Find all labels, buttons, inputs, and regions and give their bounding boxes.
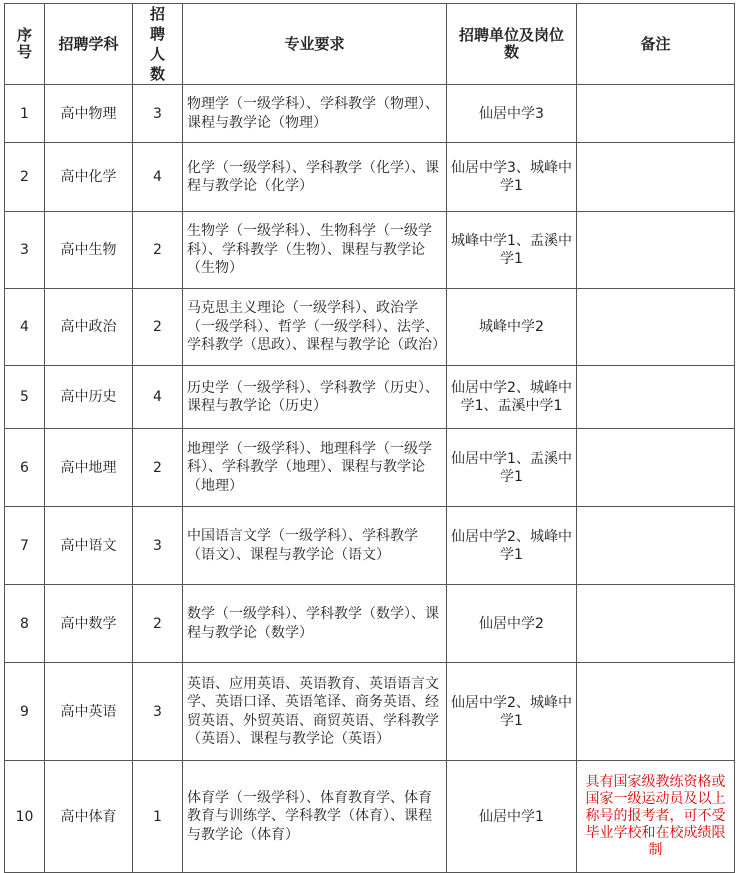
row-subject: 高中物理 xyxy=(45,85,133,143)
row-no: 1 xyxy=(5,85,45,143)
header-unit: 招聘单位及岗位数 xyxy=(447,4,577,85)
row-remark-note: 具有国家级教练资格或国家一级运动员及以上称号的报考者，可不受毕业学校和在校成绩限制 xyxy=(577,761,735,873)
row-subject: 高中生物 xyxy=(45,212,133,289)
row-count: 1 xyxy=(133,761,183,873)
row-unit: 仙居中学3、城峰中学1 xyxy=(447,143,577,212)
table-row xyxy=(5,585,735,663)
row-major: 化学（一级学科）、学科教学（化学）、课程与教学论（化学） xyxy=(183,143,447,212)
row-unit: 仙居中学2、城峰中学1 xyxy=(447,507,577,585)
row-no: 2 xyxy=(5,143,45,212)
row-remark xyxy=(577,429,735,507)
row-major: 历史学（一级学科）、学科教学（历史）、课程与教学论（历史） xyxy=(183,366,447,429)
row-unit: 仙居中学2、城峰中学1 xyxy=(447,663,577,761)
row-count: 2 xyxy=(133,585,183,663)
header-row xyxy=(5,4,735,85)
row-remark xyxy=(577,289,735,366)
table-row xyxy=(5,663,735,761)
row-count: 3 xyxy=(133,507,183,585)
header-major: 专业要求 xyxy=(183,4,447,85)
row-no: 9 xyxy=(5,663,45,761)
row-remark xyxy=(577,143,735,212)
row-major: 生物学（一级学科）、生物科学（一级学科）、学科教学（生物）、课程与教学论（生物） xyxy=(183,212,447,289)
row-subject: 高中政治 xyxy=(45,289,133,366)
row-remark xyxy=(577,212,735,289)
row-subject: 高中数学 xyxy=(45,585,133,663)
row-major: 物理学（一级学科）、学科教学（物理）、课程与教学论（物理） xyxy=(183,85,447,143)
row-no: 8 xyxy=(5,585,45,663)
table-row xyxy=(5,85,735,143)
row-count: 3 xyxy=(133,85,183,143)
row-remark xyxy=(577,366,735,429)
row-no: 3 xyxy=(5,212,45,289)
row-unit: 城峰中学2 xyxy=(447,289,577,366)
row-no: 6 xyxy=(5,429,45,507)
header-no: 序号 xyxy=(5,4,45,85)
row-major: 中国语言文学（一级学科）、学科教学（语文）、课程与教学论（语文） xyxy=(183,507,447,585)
row-remark xyxy=(577,663,735,761)
row-count: 2 xyxy=(133,212,183,289)
table-row xyxy=(5,366,735,429)
row-count: 2 xyxy=(133,429,183,507)
table-row xyxy=(5,212,735,289)
table-row xyxy=(5,429,735,507)
row-major: 英语、应用英语、英语教育、英语语言文学、英语口译、英语笔译、商务英语、经贸英语、外贸英语、商贸英语、学科教学（英语）、课程与教学论（英语） xyxy=(183,663,447,761)
table-row xyxy=(5,289,735,366)
row-unit: 仙居中学2 xyxy=(447,585,577,663)
row-subject: 高中地理 xyxy=(45,429,133,507)
table-row xyxy=(5,761,735,873)
row-count: 4 xyxy=(133,366,183,429)
row-remark xyxy=(577,507,735,585)
row-major: 体育学（一级学科）、体育教育学、体育教育与训练学、学科教学（体育）、课程与教学论（体育） xyxy=(183,761,447,873)
row-remark xyxy=(577,85,735,143)
row-count: 4 xyxy=(133,143,183,212)
row-no: 4 xyxy=(5,289,45,366)
row-no: 7 xyxy=(5,507,45,585)
row-subject: 高中语文 xyxy=(45,507,133,585)
row-unit: 仙居中学1、盂溪中学1 xyxy=(447,429,577,507)
row-major: 数学（一级学科）、学科教学（数学）、课程与教学论（数学） xyxy=(183,585,447,663)
header-subject: 招聘学科 xyxy=(45,4,133,85)
row-no: 10 xyxy=(5,761,45,873)
row-count: 3 xyxy=(133,663,183,761)
row-subject: 高中体育 xyxy=(45,761,133,873)
table-row xyxy=(5,143,735,212)
row-subject: 高中英语 xyxy=(45,663,133,761)
row-unit: 仙居中学2、城峰中学1、盂溪中学1 xyxy=(447,366,577,429)
row-unit: 城峰中学1、盂溪中学1 xyxy=(447,212,577,289)
row-count: 2 xyxy=(133,289,183,366)
row-major: 马克思主义理论（一级学科）、政治学（一级学科）、哲学（一级学科）、法学、学科教学（思政）、课程与教学论（政治） xyxy=(183,289,447,366)
row-major: 地理学（一级学科）、地理科学（一级学科）、学科教学（地理）、课程与教学论（地理） xyxy=(183,429,447,507)
row-remark xyxy=(577,585,735,663)
row-no: 5 xyxy=(5,366,45,429)
recruitment-table xyxy=(4,3,735,873)
row-subject: 高中历史 xyxy=(45,366,133,429)
header-count: 招聘人数 xyxy=(133,4,183,85)
table-row xyxy=(5,507,735,585)
row-unit: 仙居中学1 xyxy=(447,761,577,873)
row-unit: 仙居中学3 xyxy=(447,85,577,143)
row-subject: 高中化学 xyxy=(45,143,133,212)
header-remark: 备注 xyxy=(577,4,735,85)
